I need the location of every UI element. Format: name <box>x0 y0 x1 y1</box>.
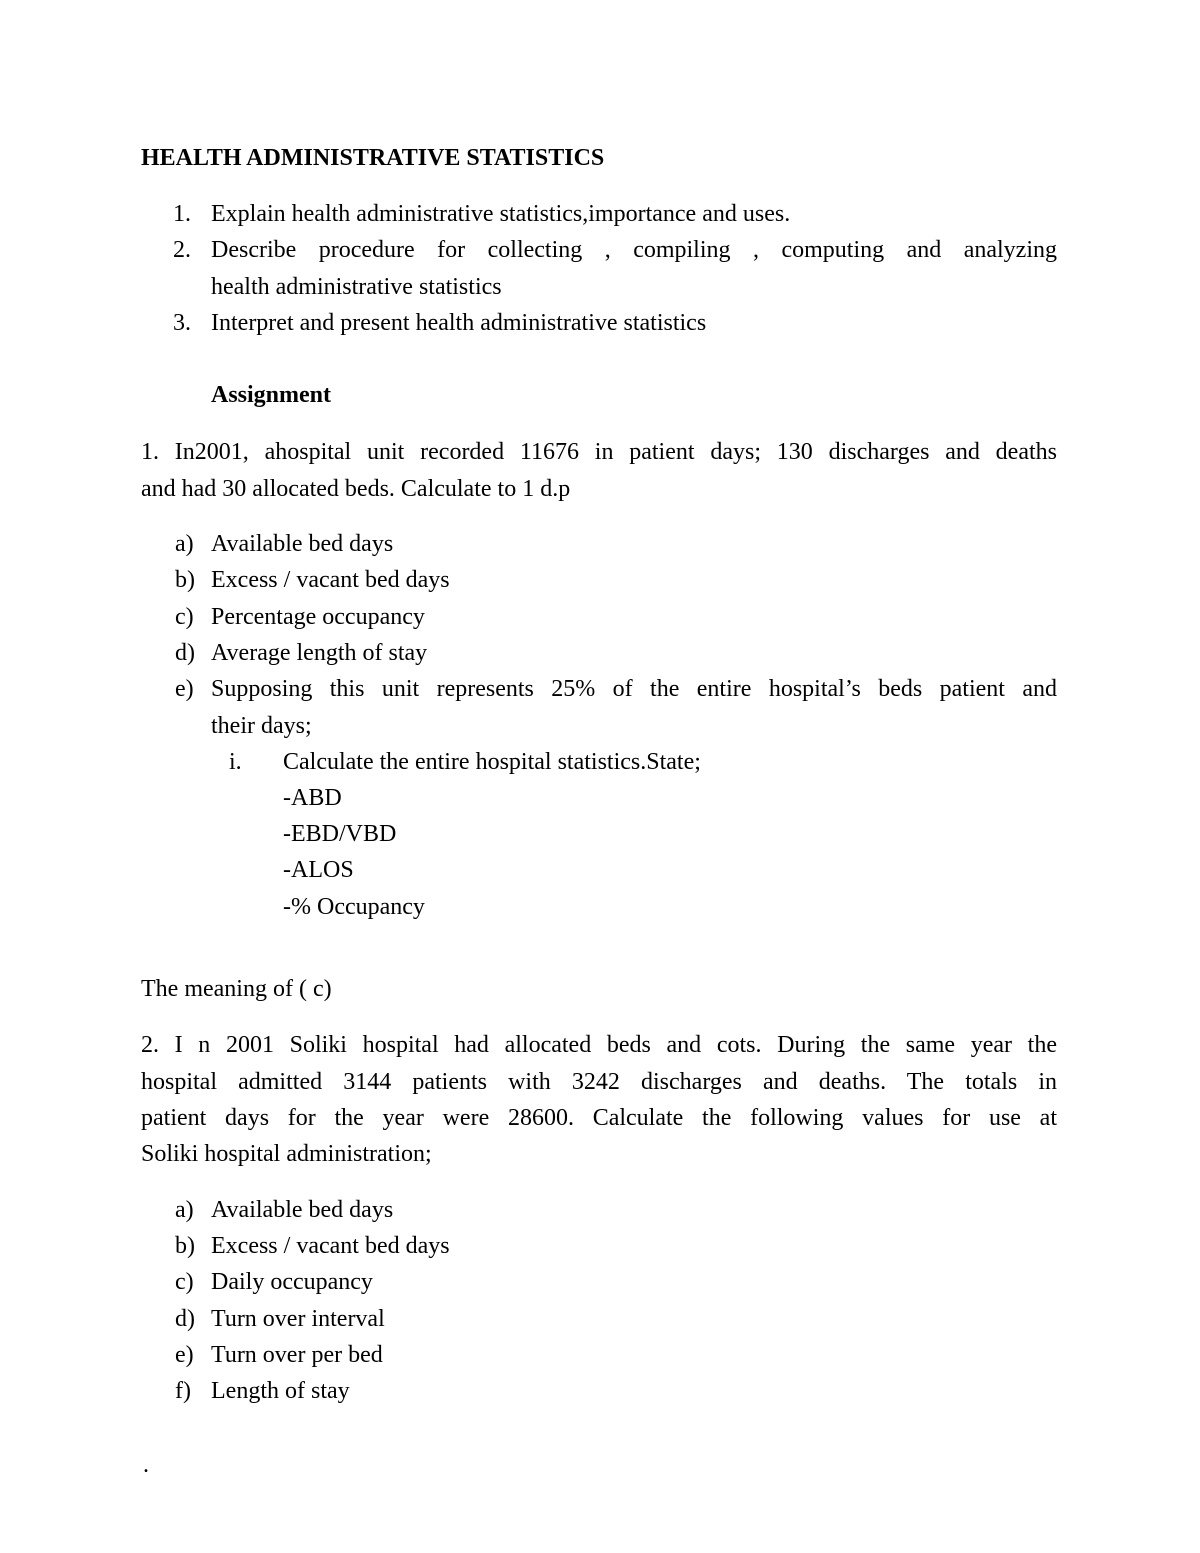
list-item: Daily occupancy <box>211 1269 373 1295</box>
list-marker: c) <box>175 604 194 630</box>
list-marker: a) <box>175 531 194 557</box>
list-marker: e) <box>175 1342 194 1368</box>
trailing-dot: . <box>143 1452 149 1478</box>
stat-item: -ABD <box>283 785 342 811</box>
sub-list-item: Calculate the entire hospital statistics.State; <box>283 749 701 775</box>
question-2-text: Soliki hospital administration; <box>141 1141 432 1167</box>
question-2-text: 2. I n 2001 Soliki hospital had allocated beds and cots. During the same year the <box>141 1032 1057 1058</box>
list-marker: b) <box>175 1233 195 1259</box>
objective-number: 2. <box>173 237 191 263</box>
list-item: Available bed days <box>211 1197 394 1223</box>
objective-number: 3. <box>173 310 191 336</box>
page-title: HEALTH ADMINISTRATIVE STATISTICS <box>141 145 605 171</box>
list-marker: d) <box>175 1306 195 1332</box>
list-item: Supposing this unit represents 25% of the entire hospital’s beds patient and <box>211 676 1057 702</box>
list-marker: a) <box>175 1197 194 1223</box>
list-item: Percentage occupancy <box>211 604 425 630</box>
question-1-text: and had 30 allocated beds. Calculate to 1 d.p <box>141 476 571 502</box>
question-2-text: hospital admitted 3144 patients with 3242 discharges and deaths. The totals in <box>141 1069 1057 1095</box>
question-1-text: 1. In2001, ahospital unit recorded 11676 in patient days; 130 discharges and deaths <box>141 439 1057 465</box>
meaning-text: The meaning of ( c) <box>141 976 332 1002</box>
list-marker: d) <box>175 640 195 666</box>
objective-text: Explain health administrative statistics,importance and uses. <box>211 201 791 227</box>
list-item: Length of stay <box>211 1378 350 1404</box>
objective-number: 1. <box>173 201 191 227</box>
list-marker: f) <box>175 1378 191 1404</box>
question-2-text: patient days for the year were 28600. Calculate the following values for use at <box>141 1105 1057 1131</box>
list-item: their days; <box>211 713 312 739</box>
list-item: Available bed days <box>211 531 394 557</box>
list-item: Turn over per bed <box>211 1342 383 1368</box>
stat-item: -ALOS <box>283 857 354 883</box>
objective-text: Interpret and present health administrative statistics <box>211 310 707 336</box>
list-item: Average length of stay <box>211 640 428 666</box>
stat-item: -% Occupancy <box>283 894 425 920</box>
list-item: Turn over interval <box>211 1306 385 1332</box>
stat-item: -EBD/VBD <box>283 821 397 847</box>
objective-text: health administrative statistics <box>211 274 502 300</box>
assignment-heading: Assignment <box>211 382 332 408</box>
list-item: Excess / vacant bed days <box>211 1233 450 1259</box>
list-item: Excess / vacant bed days <box>211 567 450 593</box>
list-marker: c) <box>175 1269 194 1295</box>
list-marker: e) <box>175 676 194 702</box>
objective-text: Describe procedure for collecting , compiling , computing and analyzing <box>211 237 1057 263</box>
sub-list-marker: i. <box>229 749 242 775</box>
list-marker: b) <box>175 567 195 593</box>
